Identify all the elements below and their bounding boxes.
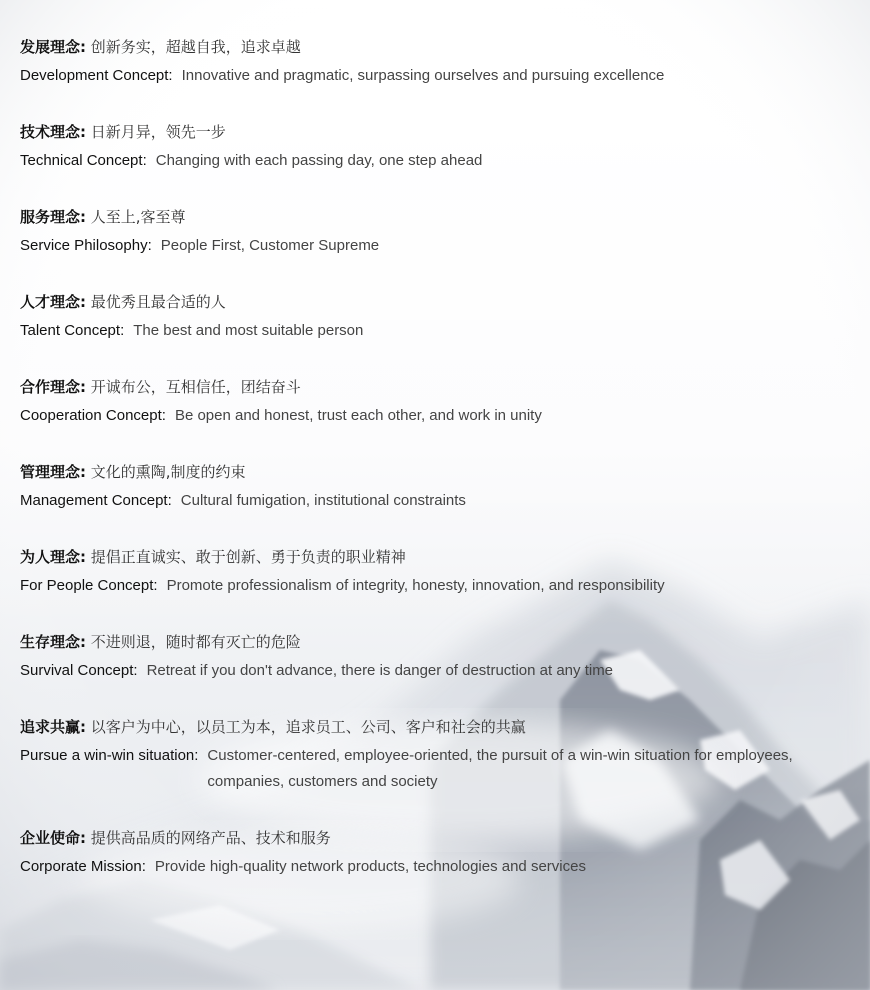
concept-zh-line bbox=[20, 716, 850, 738]
concept-zh-value: 日新月异，领先一步 bbox=[90, 123, 226, 141]
concept-zh-label: 服务理念: bbox=[20, 208, 86, 226]
concept-zh-value: 人至上,客至尊 bbox=[90, 208, 186, 226]
concept-en-value: Changing with each passing day, one step ahead bbox=[155, 152, 483, 169]
concept-en-label: Technical Concept: bbox=[20, 152, 147, 169]
concept-en-line bbox=[20, 488, 850, 514]
concept-zh-label: 管理理念: bbox=[20, 463, 86, 481]
concept-talent bbox=[20, 291, 850, 376]
concept-en-line bbox=[20, 573, 850, 599]
concept-zh-label: 发展理念: bbox=[20, 38, 86, 56]
concept-en-label: Development Concept: bbox=[20, 67, 173, 84]
concept-en-label: Service Philosophy: bbox=[20, 237, 152, 254]
concept-zh-label: 为人理念: bbox=[20, 548, 86, 566]
concept-zh-line bbox=[20, 376, 850, 398]
concept-zh-line bbox=[20, 546, 850, 568]
concept-zh-value: 不进则退，随时都有灭亡的危险 bbox=[90, 633, 301, 651]
concept-zh-value: 文化的熏陶,制度的约束 bbox=[90, 463, 246, 481]
concept-en-label: Corporate Mission: bbox=[20, 858, 146, 875]
concept-en-line bbox=[20, 148, 850, 174]
concept-en-value: People First, Customer Supreme bbox=[160, 237, 380, 254]
concept-zh-value: 开诚布公，互相信任，团结奋斗 bbox=[90, 378, 301, 396]
concept-en-line bbox=[20, 318, 850, 344]
concepts-list bbox=[20, 36, 850, 912]
concept-zh-line bbox=[20, 827, 850, 849]
concept-en-line bbox=[20, 658, 850, 684]
concept-en-value: Be open and honest, trust each other, and work in unity bbox=[174, 407, 542, 424]
concept-zh-line bbox=[20, 461, 850, 483]
concept-zh-value: 以客户为中心，以员工为本，追求员工、公司、客户和社会的共赢 bbox=[90, 718, 526, 736]
concept-en-value: Innovative and pragmatic, surpassing ourselves and pursuing excellence bbox=[181, 67, 665, 84]
concept-zh-label: 企业使命: bbox=[20, 829, 86, 847]
concept-management bbox=[20, 461, 850, 546]
concept-zh-label: 人才理念: bbox=[20, 293, 86, 311]
concept-zh-line bbox=[20, 206, 850, 228]
concept-en-label: Survival Concept: bbox=[20, 662, 138, 679]
concept-mission bbox=[20, 827, 850, 912]
concept-zh-value: 创新务实，超越自我，追求卓越 bbox=[90, 38, 301, 56]
concept-en-label: Talent Concept: bbox=[20, 322, 125, 339]
concept-zh-line bbox=[20, 631, 850, 653]
concept-en-value: The best and most suitable person bbox=[133, 322, 364, 339]
concept-development bbox=[20, 36, 850, 121]
concept-en-value: Retreat if you don't advance, there is danger of destruction at any time bbox=[146, 662, 614, 679]
concept-zh-label: 技术理念: bbox=[20, 123, 86, 141]
concept-en-line bbox=[20, 403, 850, 429]
concept-en-value: Customer-centered, employee-oriented, the pursuit of a win-win situation for employees, companies, customers and society bbox=[207, 747, 793, 790]
concept-en-value: Provide high-quality network products, technologies and services bbox=[154, 858, 586, 875]
concept-zh-label: 追求共赢: bbox=[20, 718, 86, 736]
concept-zh-label: 合作理念: bbox=[20, 378, 86, 396]
concept-win-win bbox=[20, 716, 850, 827]
concept-zh-value: 提倡正直诚实、敢于创新、勇于负责的职业精神 bbox=[90, 548, 406, 566]
concept-zh-value: 最优秀且最合适的人 bbox=[90, 293, 226, 311]
concept-en-line bbox=[20, 233, 850, 259]
concept-zh-line bbox=[20, 36, 850, 58]
concept-survival bbox=[20, 631, 850, 716]
concept-en-label: Pursue a win-win situation: bbox=[20, 747, 199, 764]
concept-en-line bbox=[20, 743, 850, 795]
concept-en-label: Cooperation Concept: bbox=[20, 407, 166, 424]
concept-zh-value: 提供高品质的网络产品、技术和服务 bbox=[90, 829, 331, 847]
concept-en-value: Cultural fumigation, institutional constraints bbox=[180, 492, 466, 509]
concept-for-people bbox=[20, 546, 850, 631]
concept-zh-line bbox=[20, 121, 850, 143]
concept-service bbox=[20, 206, 850, 291]
concept-en-line bbox=[20, 854, 850, 880]
concept-en-value: Promote professionalism of integrity, honesty, innovation, and responsibility bbox=[166, 577, 665, 594]
concept-cooperation bbox=[20, 376, 850, 461]
concept-en-label: For People Concept: bbox=[20, 577, 158, 594]
concept-technical bbox=[20, 121, 850, 206]
concept-en-label: Management Concept: bbox=[20, 492, 172, 509]
concept-zh-label: 生存理念: bbox=[20, 633, 86, 651]
concept-zh-line bbox=[20, 291, 850, 313]
concept-en-line bbox=[20, 63, 850, 89]
